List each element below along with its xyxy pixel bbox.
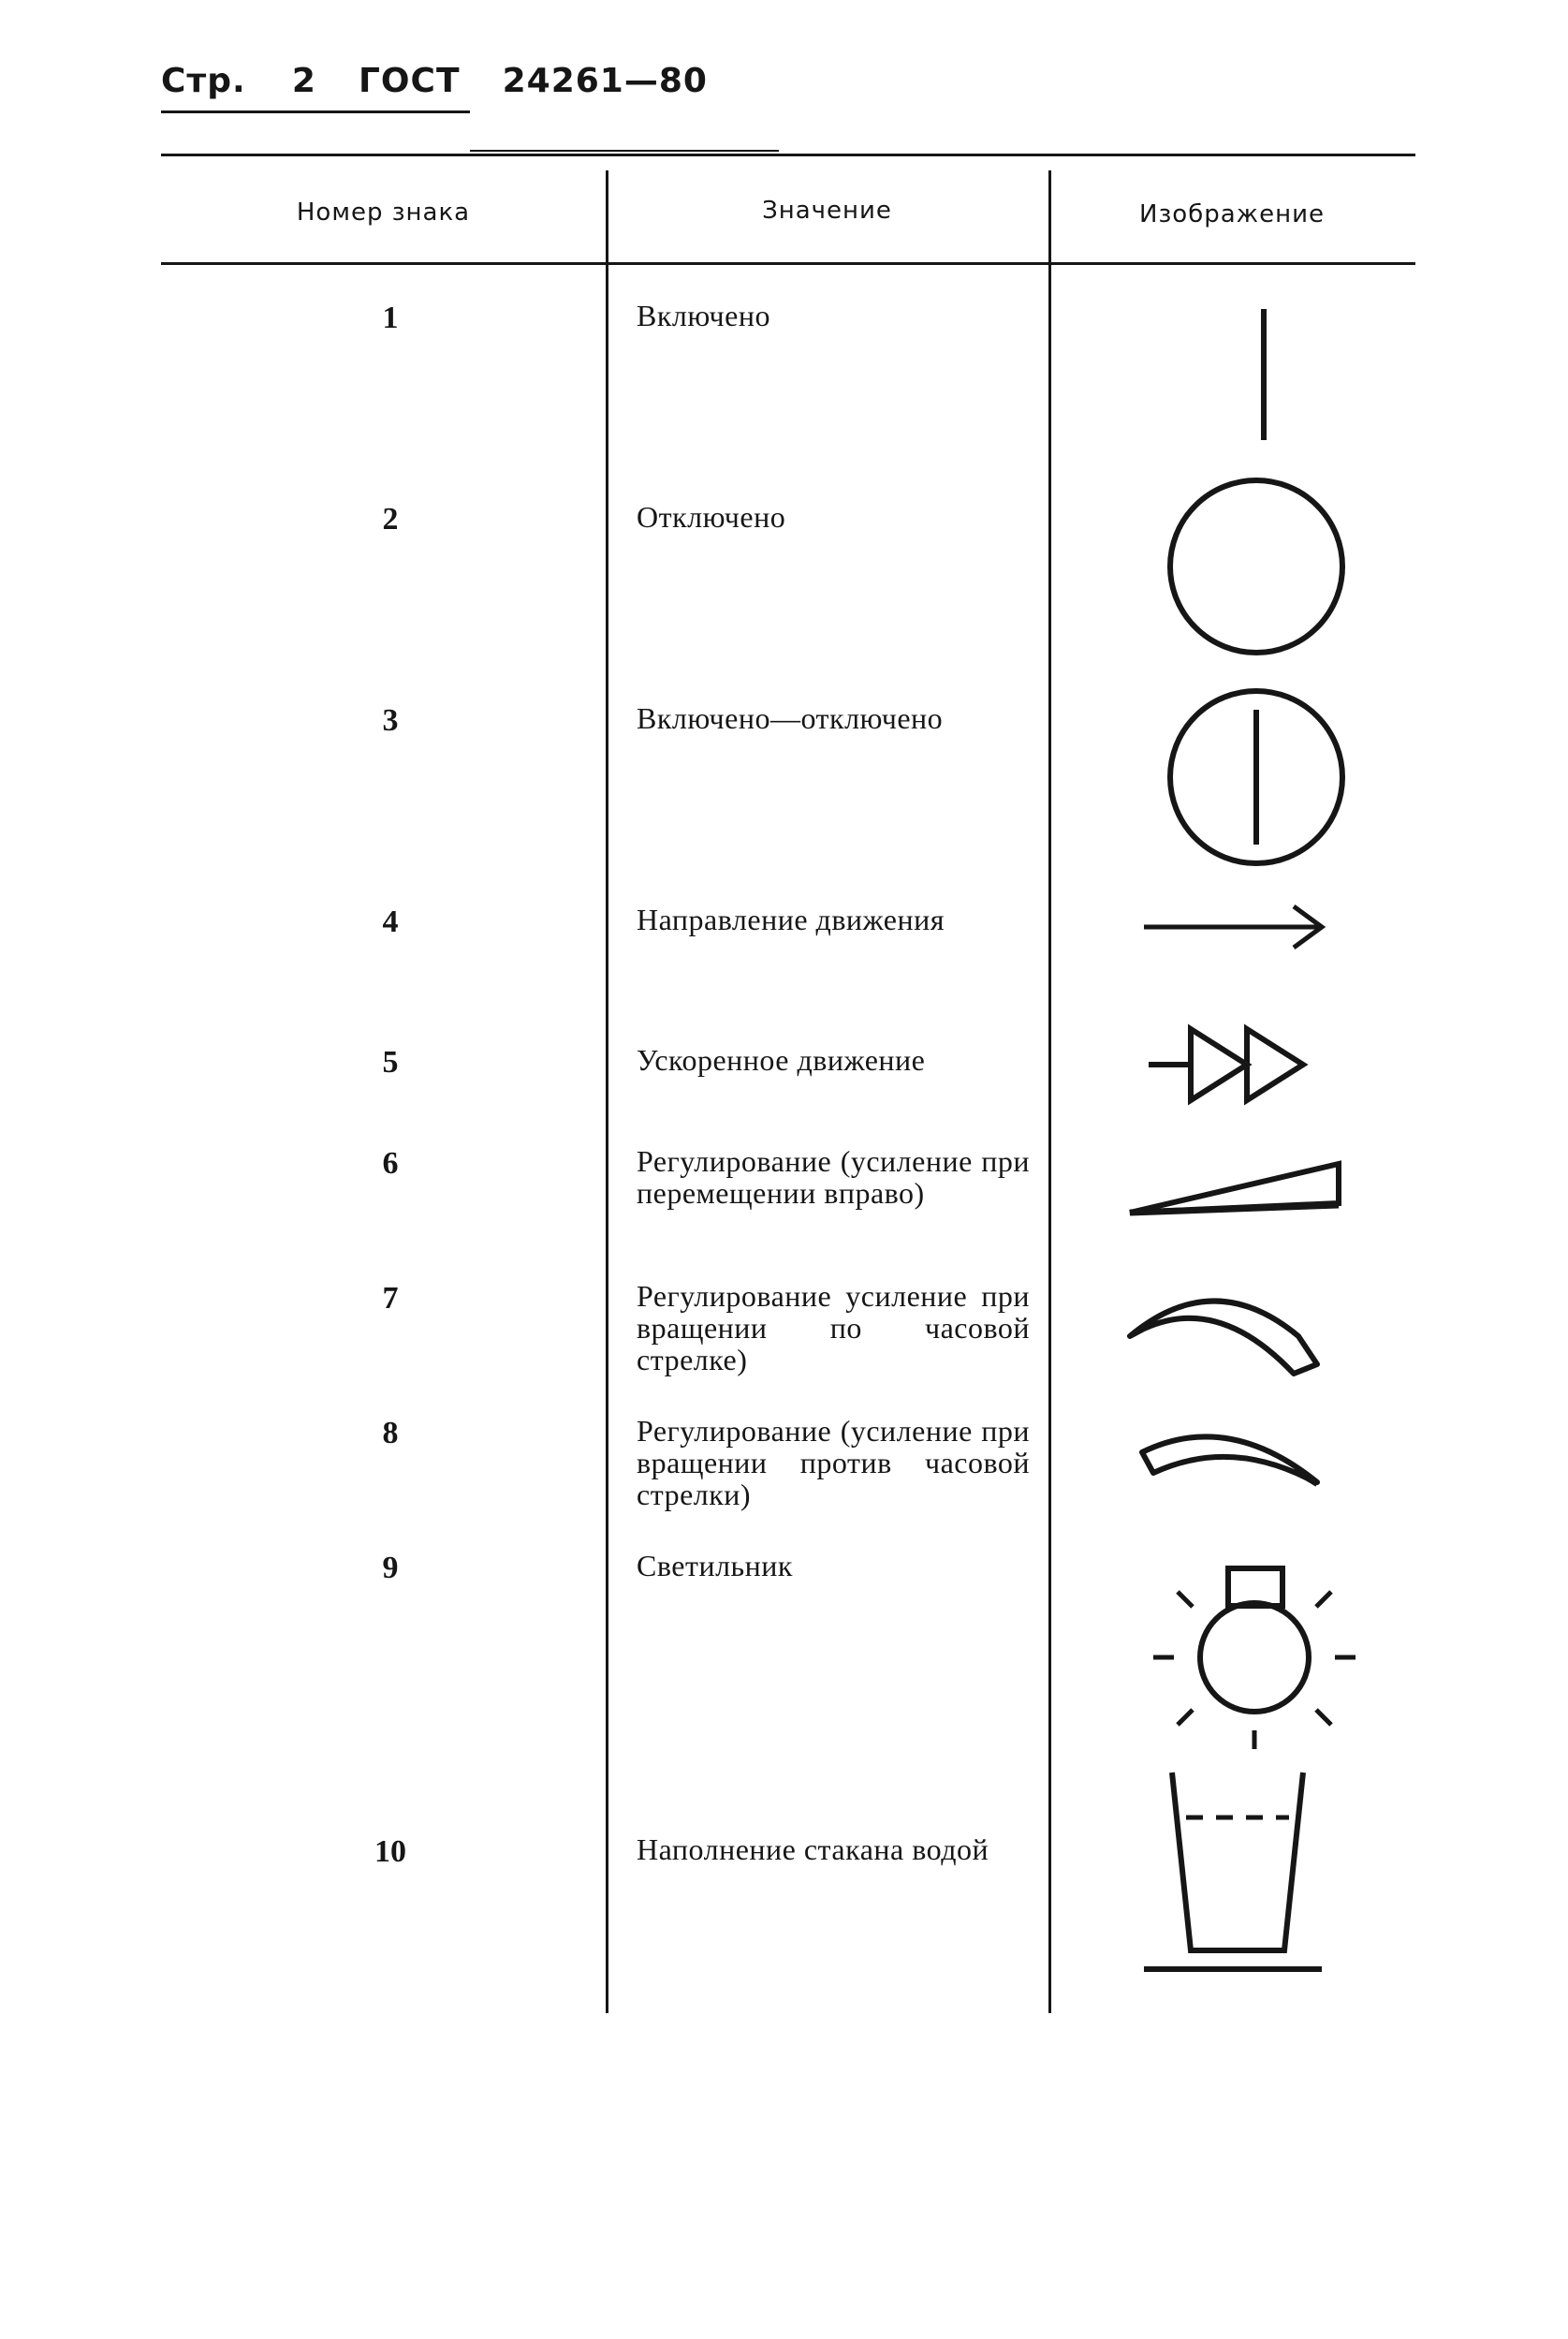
sign-meaning: Отключено (637, 500, 786, 534)
sign-meaning: Направление движения (637, 903, 945, 936)
wedge-icon (1125, 1145, 1350, 1229)
sign-meaning: Регулирование усиление при вращении по часовой стрелке) (637, 1279, 1030, 1376)
sign-number: 7 (382, 1281, 399, 1316)
page-label: Стр. (161, 62, 246, 100)
table-top-rule-1 (161, 154, 1415, 156)
column-header-meaning: Значение (762, 197, 892, 225)
arc-counterclockwise-icon (1125, 1424, 1350, 1499)
sign-number: 6 (382, 1146, 399, 1181)
page-number: 2 (291, 62, 316, 100)
sign-meaning: Регулирование (усиление при перемещении вправо) (637, 1144, 1030, 1210)
sign-number: 10 (374, 1834, 406, 1869)
sign-number: 4 (382, 905, 399, 939)
sign-meaning: Ускоренное движение (637, 1043, 926, 1077)
glass-water-icon (1125, 1763, 1350, 1979)
column-divider-2 (1048, 170, 1051, 2013)
column-divider-1 (606, 170, 608, 2013)
sign-number: 1 (382, 301, 399, 335)
sign-meaning: Наполнение стакана водой (637, 1832, 989, 1866)
double-triangle-icon (1125, 1018, 1350, 1111)
table-header-rule (161, 262, 1415, 265)
standard-prefix: ГОСТ (358, 62, 461, 100)
sign-meaning: Регулирование (усиление при вращении против часовой стрелки) (637, 1414, 1030, 1511)
header-underline (161, 110, 470, 113)
sign-meaning: Включено (637, 299, 770, 332)
circle-with-line-icon (1125, 684, 1350, 871)
vertical-line-icon (1125, 309, 1350, 459)
column-header-image: Изображение (1139, 200, 1325, 228)
standard-number: 24261—80 (502, 62, 708, 100)
arrow-right-icon (1125, 899, 1350, 955)
signs-table (161, 150, 1415, 2013)
sign-meaning: Светильник (637, 1549, 793, 1582)
lamp-icon (1125, 1564, 1350, 1770)
sign-number: 3 (382, 703, 399, 738)
sign-number: 9 (382, 1551, 399, 1585)
table-top-rule-2 (470, 150, 779, 152)
sign-meaning: Включено—отключено (637, 701, 944, 735)
arc-clockwise-icon (1125, 1280, 1350, 1383)
sign-number: 8 (382, 1416, 399, 1450)
column-header-number: Номер знака (296, 199, 471, 227)
sign-number: 5 (382, 1045, 399, 1080)
sign-number: 2 (382, 502, 399, 537)
circle-icon (1125, 473, 1350, 660)
page-header (161, 62, 708, 100)
